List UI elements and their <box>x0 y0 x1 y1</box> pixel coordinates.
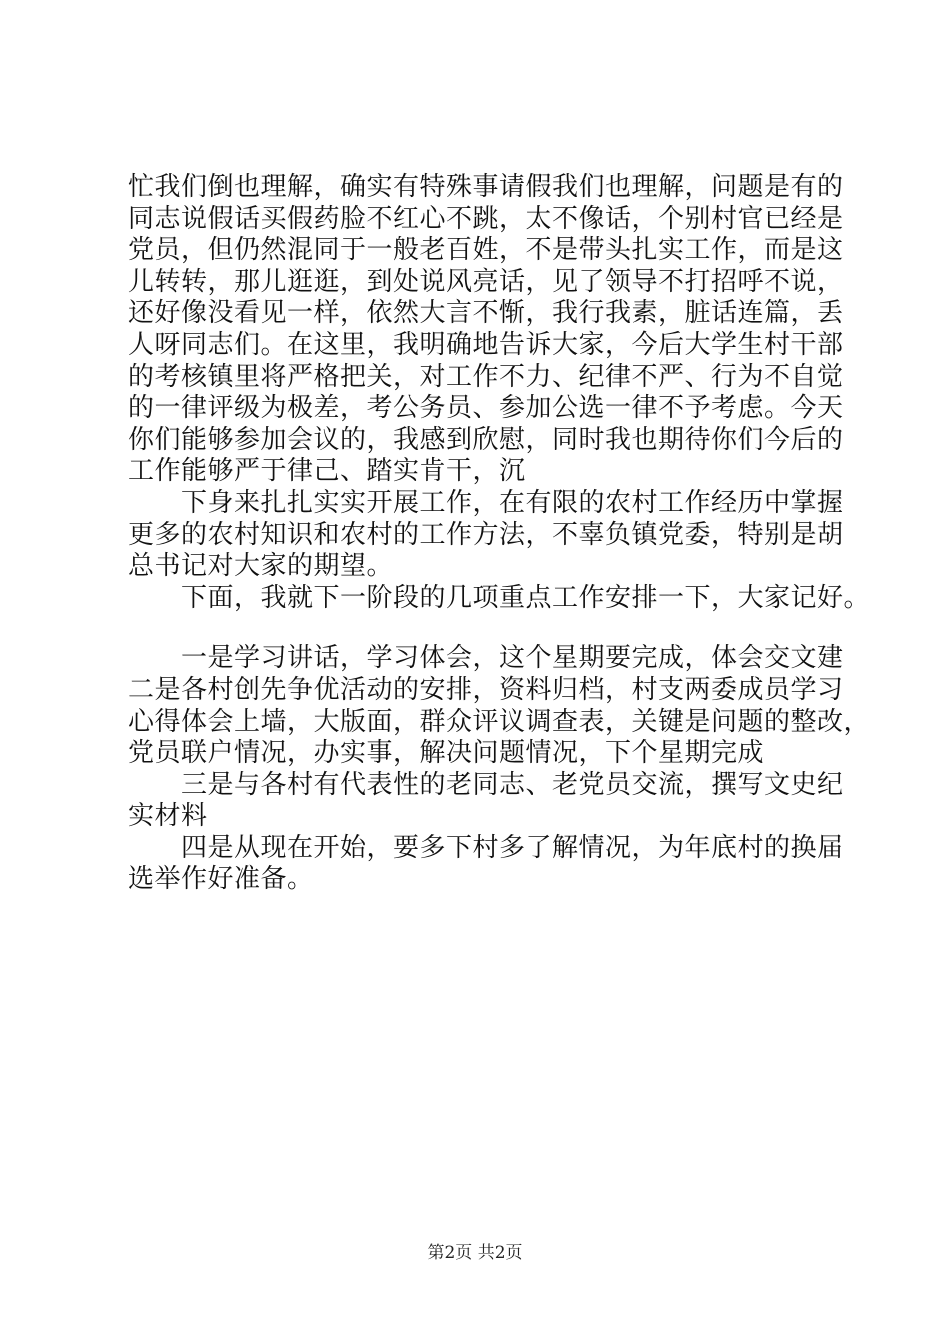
text-line: 的一律评级为极差，考公务员、参加公选一律不予考虑。今天 <box>128 393 844 424</box>
text-line: 实材料 <box>128 801 208 832</box>
text-line: 总书记对大家的期望。 <box>128 551 394 582</box>
document-body <box>128 172 871 896</box>
paragraph-start-line: 下面，我就下一阶段的几项重点工作安排一下，大家记好。 <box>181 582 871 613</box>
page-footer <box>0 1243 950 1263</box>
text-line: 人呀同志们。在这里，我明确地告诉大家，今后大学生村干部 <box>128 329 844 360</box>
paragraph-start-line: 下身来扎扎实实开展工作，在有限的农村工作经历中掌握 <box>181 487 844 518</box>
text-line: 心得体会上墙，大版面，群众评议调查表，关键是问题的整改， <box>128 706 871 737</box>
text-line: 儿转转，那儿逛逛，到处说风亮话，见了领导不打招呼不说， <box>128 266 844 297</box>
text-line: 同志说假话买假药脸不红心不跳，太不像话，个别村官已经是 <box>128 203 844 234</box>
text-line: 党员联户情况，办实事，解决问题情况，下个星期完成 <box>128 738 765 769</box>
text-line: 的考核镇里将严格把关，对工作不力、纪律不严、行为不自觉 <box>128 361 844 392</box>
text-line: 工作能够严于律己、踏实肯干，沉 <box>128 456 526 487</box>
paragraph-start-line: 一是学习讲话，学习体会，这个星期要完成，体会交文建 <box>181 643 844 674</box>
text-line: 更多的农村知识和农村的工作方法，不辜负镇党委，特别是胡 <box>128 519 844 550</box>
text-line: 忙我们倒也理解，确实有特殊事请假我们也理解，问题是有的 <box>128 172 844 202</box>
text-line: 选举作好准备。 <box>128 864 314 895</box>
paragraph-start-line: 四是从现在开始，要多下村多了解情况，为年底村的换届 <box>181 832 844 863</box>
text-line: 党员，但仍然混同于一般老百姓，不是带头扎实工作，而是这 <box>128 235 844 266</box>
paragraph-start-line: 三是与各村有代表性的老同志、老党员交流，撰写文史纪 <box>181 769 844 800</box>
text-line: 二是各村创先争优活动的安排，资料归档，村支两委成员学习 <box>128 674 844 705</box>
page-number-label: 第2页 共2页 <box>427 1243 523 1263</box>
text-line: 还好像没看见一样，依然大言不惭，我行我素，脏话连篇，丢 <box>128 298 844 329</box>
paragraph-gap <box>128 614 848 643</box>
text-line: 你们能够参加会议的，我感到欣慰，同时我也期待你们今后的 <box>128 424 844 455</box>
